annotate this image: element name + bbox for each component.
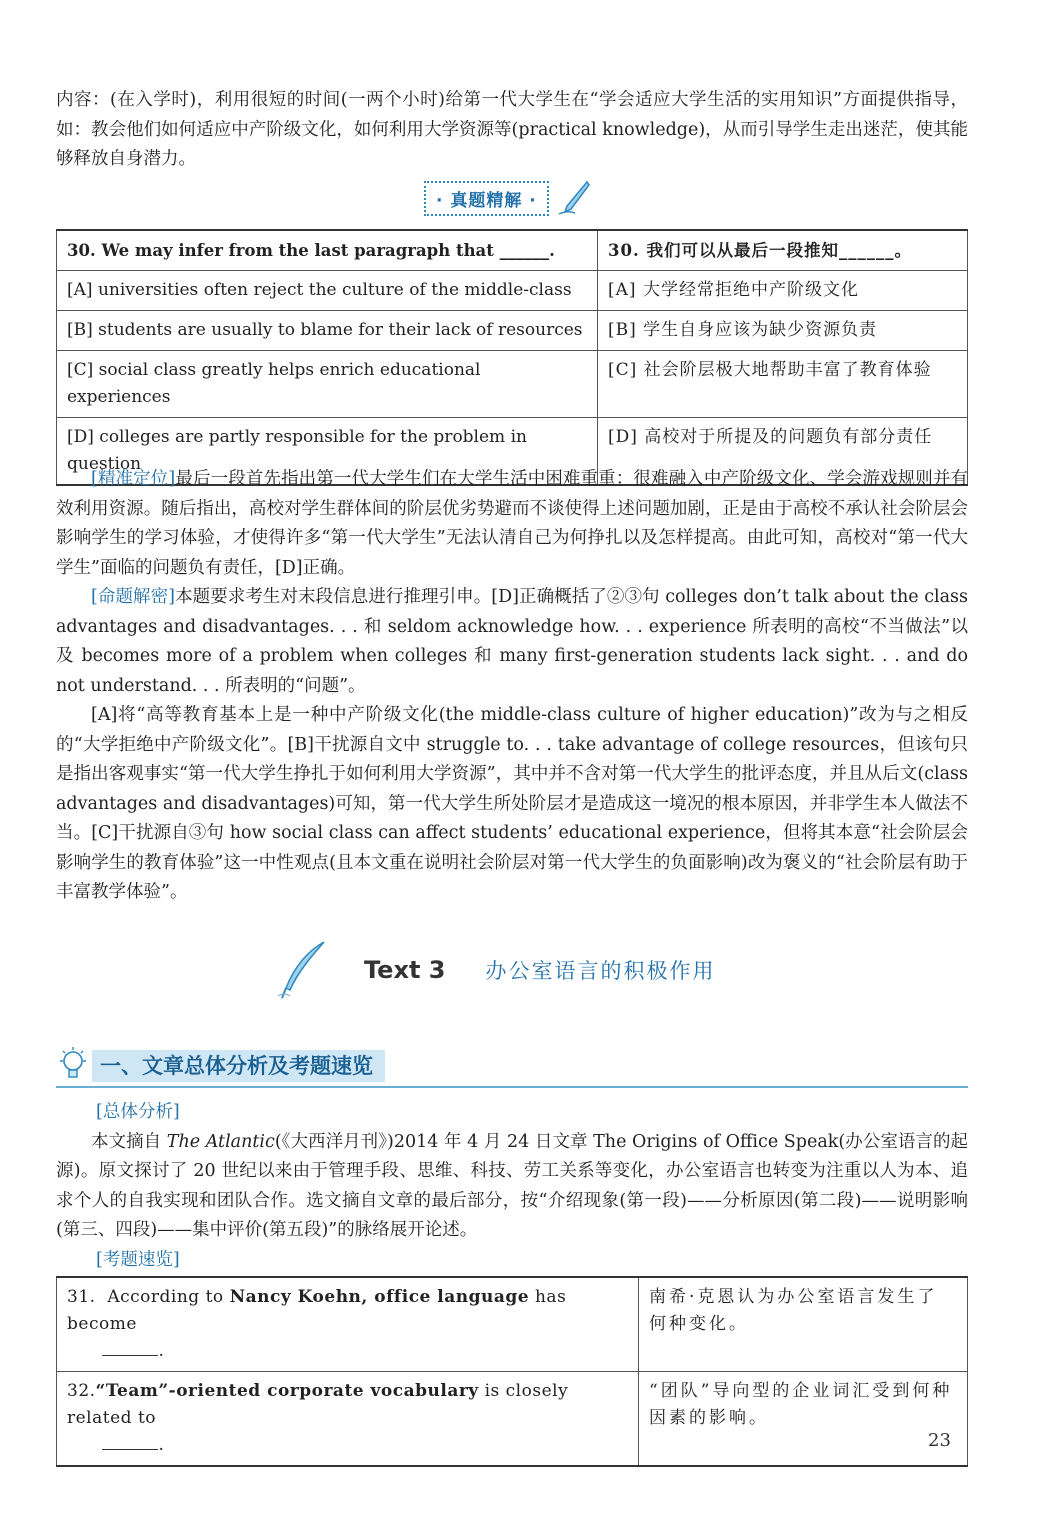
q31-number: 31. [67,1287,96,1307]
q32-text-c: ”- [158,1381,177,1401]
page-number: 23 [928,1430,951,1451]
q30-option-c-zh: [C] 社会阶层极大地帮助丰富了教育体验 [598,351,968,418]
lightbulb-icon [56,1046,90,1084]
text3-subtitle: 办公室语言的积极作用 [485,959,716,983]
answer-blank [102,1341,158,1356]
table-row [57,311,968,351]
text3-heading [276,940,715,1000]
question-30-table [56,229,968,486]
q30-option-c-en: [C] social class greatly helps enrich educational experiences [57,351,598,418]
table-row [57,351,968,418]
table-row [57,271,968,311]
q31-stem-en: 31. According to Nancy Koehn, office language has become . [57,1277,639,1372]
text3-title: Text 3 [364,956,446,984]
tag-kaoti: [考题速览] [96,1249,180,1270]
q32-number: 32. [67,1381,96,1401]
source-title: The Atlantic [166,1131,275,1152]
overview-text-pre: 本文摘自 [91,1131,167,1152]
q32-text-a: “ [95,1381,106,1401]
zhenti-heading [424,180,591,216]
q30-option-b-zh: [B] 学生自身应该为缺少资源负责 [598,311,968,351]
q31-text-e: has become [67,1287,567,1334]
q31-text-d: office language [374,1287,530,1307]
table-row [57,230,968,271]
analysis-paragraph-1 [56,465,968,583]
q30-stem-en: 30. We may infer from the last paragraph that ______. [57,230,598,271]
pen-icon [557,180,591,216]
analysis-text-1: 最后一段首先指出第一代大学生们在大学生活中困难重重：很难融入中产阶级文化、学会游戏规则并有效利用资源。随后指出，高校对学生群体间的阶层优劣势避而不谈使得上述问题加剧，正是由于高校不承认社会阶层会影响学生的学习体验，才使得许多“第一代大学生”无法认清自己为何挣扎以及怎样提高。由此可知，高校对“第一代大学生”面临的问题负有责任，[D]正确。 [56,469,969,578]
analysis-paragraph-3: [A]将“高等教育基本上是一种中产阶级文化(the middle-class culture of higher education)”改为与之相反的“大学拒绝中产阶级文化”。[B]干扰源自文中 struggle to. . . take advantage of college resources，但该句只是指出客观事实“第一代大学生挣扎于如何利用大学资源”，其中并不含对第一代大学生的批评态度，并且从后文(class advantages and disadvantages)可知，第一代大学生所处阶层才是造成这一境况的根本原因，并非学生本人做法不当。[C]干扰源自③句 how social class can affect students’ educational experience，但将其本意“社会阶层会影响学生的教育体验”这一中性观点(且本文重在说明社会阶层对第一代大学生的负面影响)改为褒义的“社会阶层有助于丰富教学体验”。 [56,705,968,902]
q31-text-a: According to [107,1287,230,1307]
preview-table [56,1276,968,1467]
overview-tag-1 [56,1098,968,1128]
overview-paragraph [56,1128,968,1246]
intro-paragraph: 内容：(在入学时)，利用很短的时间(一两个小时)给第一代大学生在“学会适应大学生活的实用知识”方面提供指导，如：教会他们如何适应中产阶级文化，如何利用大学资源等(practical knowledge)，从而引导学生走出迷茫，使其能够释放自身潜力。 [56,90,968,169]
analysis-section [56,465,968,908]
tag-mingti: [命题解密] [91,587,175,607]
q30-option-d-zh: [D] 高校对于所提及的问题负有部分责任 [598,418,968,486]
q30-option-a-en: [A] universities often reject the culture of the middle-class [57,271,598,311]
q30-option-a-zh: [A] 大学经常拒绝中产阶级文化 [598,271,968,311]
q30-option-b-en: [B] students are usually to blame for their lack of resources [57,311,598,351]
q30-option-d-en: [D] colleges are partly responsible for the problem in question [57,418,598,486]
q31-text-c: , [361,1287,375,1307]
q30-stem-zh: 30. 我们可以从最后一段推知______。 [598,230,968,271]
q32-stem-en: 32.“Team”-oriented corporate vocabulary is closely related to . [57,1372,639,1467]
q32-text-d: oriented corporate vocabulary [176,1381,479,1401]
table-row [57,1372,968,1467]
overview-tag-2 [56,1246,968,1276]
zhenti-label: · 真题精解 · [424,181,549,216]
table-row [57,1277,968,1372]
overview-text-post: (《大西洋月刊》)2014 年 4 月 24 日文章 The Origins of Office Speak(办公室语言的起源)。原文探讨了 20 世纪以来由于管理手段、思维、科技、劳工关系等变化，办公室语言也转变为注重以人为本、追求个人的自我实现和团队合作。选文摘自文章的最后部分，按“介绍现象(第一段)——分析原因(第二段)——说明影响(第三、四段)——集中评价(第五段)”的脉络展开论述。 [56,1131,969,1240]
quill-icon [276,940,328,1000]
q31-stem-zh: 南希·克恩认为办公室语言发生了何种变化。 [639,1277,968,1372]
q32-stem-zh: “团队”导向型的企业词汇受到何种因素的影响。 [639,1372,968,1467]
tag-zongti: [总体分析] [96,1102,180,1122]
answer-blank [102,1435,158,1450]
section-heading [56,1046,968,1088]
q31-text-b: Nancy Koehn [229,1287,362,1307]
q32-text-e: is closely related to [67,1381,569,1428]
tag-jingzhun: [精准定位] [91,469,176,489]
analysis-text-2: 本题要求考生对末段信息进行推理引申。[D]正确概括了②③句 colleges don’t talk about the class advantages and disadvantages. . . 和 seldom acknowledge how. . . experience 所表明的高校“不当做法”以及 becomes more of a problem when colleges 和 many first-generation students lack sight. . . and do not understand. . . 所表明的“问题”。 [56,587,969,696]
analysis-paragraph-2 [56,583,968,701]
section-heading-title: 一、文章总体分析及考题速览 [92,1050,385,1082]
q32-text-b: Team [105,1381,159,1401]
overview-section [56,1098,968,1275]
